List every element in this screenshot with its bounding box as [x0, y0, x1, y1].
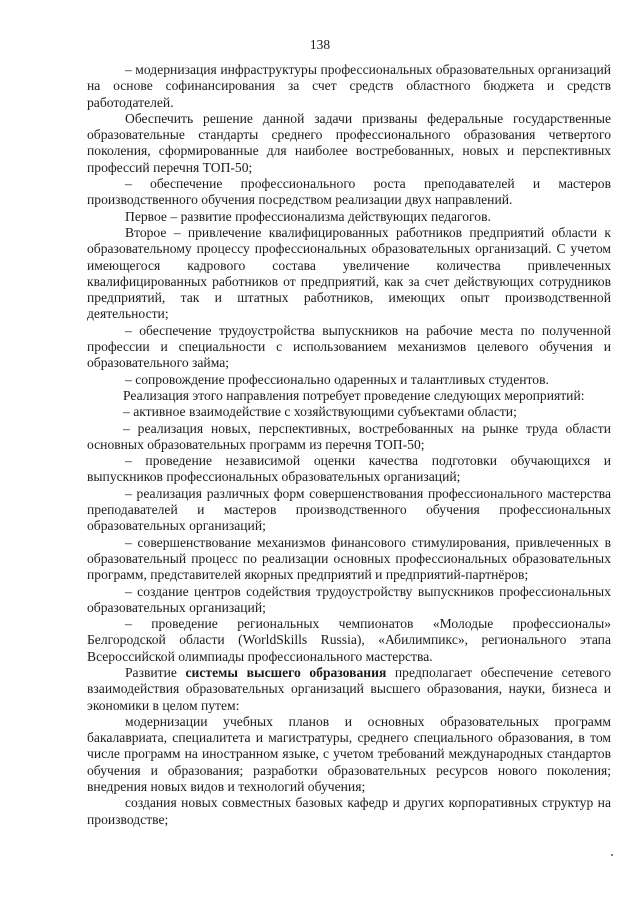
list-item-business-interaction: – активное взаимодействие с хозяйствующими субъектами области;: [123, 404, 517, 420]
paragraph-first-direction: Первое – развитие профессионализма действующих педагогов.: [125, 208, 491, 224]
paragraph-infrastructure-modernization: – модернизация инфраструктуры профессиональных образовательных организаций на основе софинансирования за счет средств областного бюджета и средств работодателей.: [87, 62, 611, 110]
document-body: [87, 62, 611, 828]
list-item-top50-programs: – реализация новых, перспективных, востребованных на рынке труда области основных образовательных программ из перечня ТОП-50;: [87, 420, 611, 452]
paragraph-implementation-measures: Реализация этого направления потребует проведение следующих мероприятий:: [123, 387, 585, 403]
paragraph-fgos-standards: Обеспечить решение данной задачи призваны федеральные государственные образовательные стандарты среднего профессионального образования четвертого поколения, сформированные для наиболее востребованных, новых и перспективных профессий перечня ТОП-50;: [87, 110, 611, 175]
list-item-independent-assessment: – проведение независимой оценки качества подготовки обучающихся и выпускников профессиональных образовательных организаций;: [87, 453, 611, 485]
scan-speck: [611, 854, 613, 856]
list-item-financial-incentives: – совершенствование механизмов финансового стимулирования, привлеченных в образовательный процесс по реализации основных профессиональных образовательных программ, представителей якорных предприятий и предприятий-партнёров;: [87, 534, 611, 583]
page-number: 138: [309, 37, 331, 52]
list-item-championships: – проведение региональных чемпионатов «Молодые профессионалы» Белгородской области (WorldSkills Russia), «Абилимпикс», регионального этапа Всероссийской олимпиады профессионального мастерства.: [87, 616, 611, 664]
paragraph-teacher-growth: – обеспечение профессионального роста преподавателей и мастеров производственного обучения посредством реализации двух направлений.: [87, 176, 611, 208]
paragraph-gifted-students: – сопровождение профессионально одаренных и талантливых студентов.: [125, 371, 549, 387]
paragraph-curriculum-modernization: модернизации учебных планов и основных образовательных программ бакалавриата, специалитета и магистратуры, среднего специального образования, в том числе программ на иностранном языке, с учетом требований международных стандартов обучения и образования; разработки образовательных ресурсов нового поколения; внедрения новых видов и технологий обучения;: [87, 713, 611, 795]
list-item-employment-centers: – создание центров содействия трудоустройству выпускников профессиональных образовательных организаций;: [87, 583, 611, 615]
higher-education-rest: предполагает обеспечение сетевого взаимодействия образовательных организаций высшего образования, науки, бизнеса и экономики в целом путем:: [87, 664, 611, 713]
paragraph-higher-education: [87, 665, 611, 714]
paragraph-joint-departments: создания новых совместных базовых кафедр и других корпоративных структур на производстве;: [87, 795, 611, 827]
list-item-skill-improvement: – реализация различных форм совершенствования профессионального мастерства преподавателей и мастеров производственного обучения профессиональных образовательных организаций;: [87, 485, 611, 534]
higher-education-lead: Развитие: [125, 664, 186, 680]
paragraph-second-direction: Второе – привлечение квалифицированных работников предприятий области к образовательному процессу профессиональных образовательных организаций. С учетом имеющегося кадрового состава увеличение количества привлеченных квалифицированных работников от предприятий, как за счет действующих сотрудников предприятий, так и штатных работников, имеющих опыт производственной деятельности;: [87, 224, 611, 322]
higher-education-term: системы высшего образования: [185, 664, 387, 680]
paragraph-graduate-employment: – обеспечение трудоустройства выпускников на рабочие места по полученной профессии и специальности с использованием механизмов целевого обучения и образовательного займа;: [87, 322, 611, 371]
